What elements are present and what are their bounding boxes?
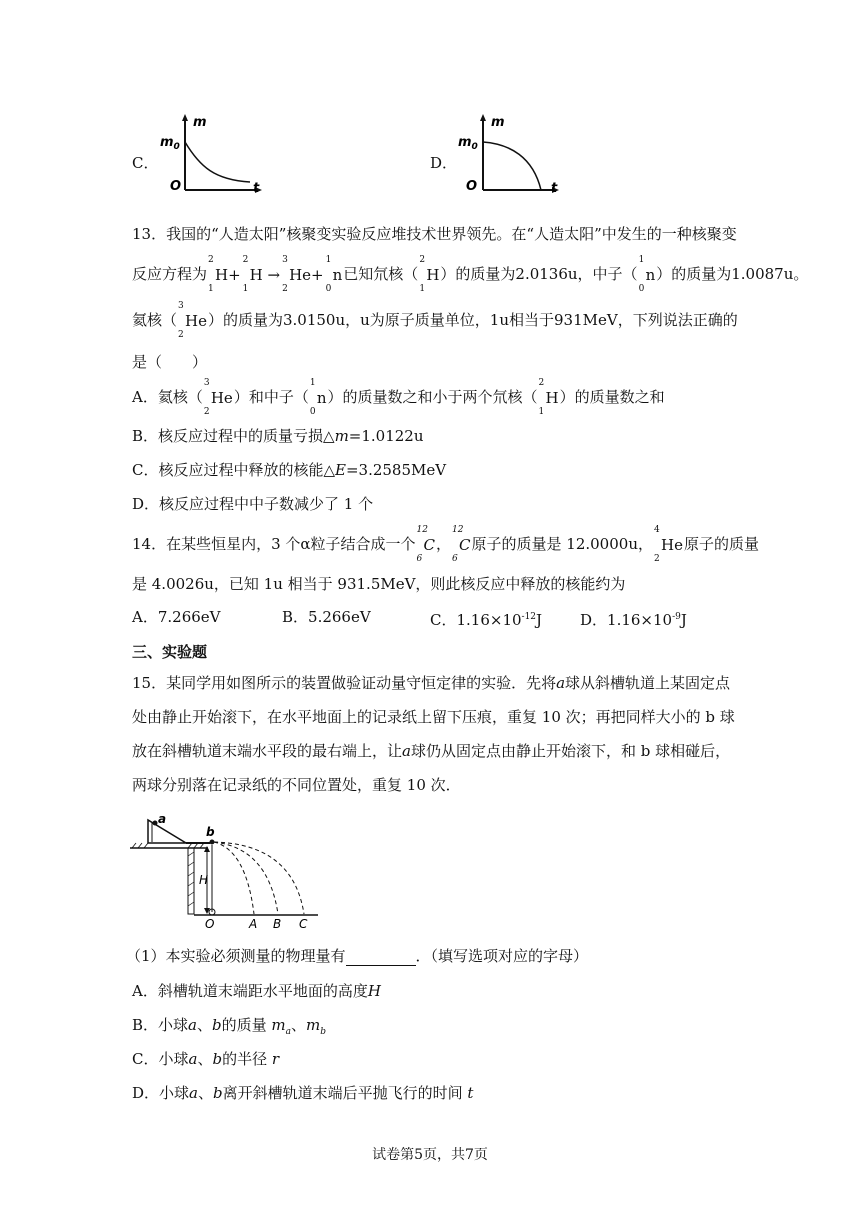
- q15-option-b: B．小球a、b的质量 $m_a$、$m_b$: [132, 1016, 327, 1037]
- q15-line4: 两球分别落在记录纸的不同位置处，重复 10 次．: [132, 776, 461, 794]
- graph-c-decay-curve: [155, 112, 270, 198]
- graph-c-t-axis: t: [253, 181, 260, 196]
- q13-line2: 反应方程为 2 1 H+ 2 1 H → 3 2 He+ 1 0 n已知氘核（ 2 1 H）的质量为2.0136u，中子（ 1 0 n）的质量为1.0087u。: [132, 255, 809, 294]
- apparatus-diagram: [128, 812, 328, 930]
- q14-option-c: C．$1.16\times 10^{-12}J$: [430, 611, 543, 629]
- q15-option-d: D．小球a、b离开斜槽轨道末端后平抛飞行的时间 t: [132, 1084, 474, 1102]
- q14-option-a: A．7.266eV: [132, 608, 221, 626]
- ball-a-label: a: [158, 812, 167, 826]
- q13-option-a: A．氦核（ 3 2 He）和中子（ 1 0 n）的质量数之和小于两个氘核（ 2 1 H）的质量数之和: [132, 378, 665, 417]
- q13-line4: 是（ ）: [132, 353, 208, 371]
- q15-line2: 处由静止开始滚下，在水平地面上的记录纸上留下压痕，重复 10 次；再把同样大小的 b 球: [132, 708, 735, 726]
- q13-option-b: B．核反应过程中的质量亏损△m=1.0122u: [132, 427, 424, 445]
- q14-line1: 14．在某些恒星内，3 个α粒子结合成一个 12 6 C， 12 6 C原子的质量是 12.0000u， 4 2 He原子的质量: [132, 525, 759, 564]
- section-heading: 三、实验题: [132, 643, 208, 661]
- q13-option-c: C．核反应过程中释放的核能△E=3.2585MeV: [132, 461, 447, 479]
- graph-d-curve: [455, 112, 570, 198]
- q14-option-d: D．$1.16\times 10^{-9}J$: [580, 611, 687, 629]
- q13-option-d: D．核反应过程中中子数减少了 1 个: [132, 495, 374, 513]
- nuclide-h2: 2 1 H: [419, 255, 440, 294]
- nuclide-he3: 3 2 He+: [282, 255, 324, 294]
- graph-d-t-axis: t: [551, 181, 558, 196]
- graph-d-m0: $m_0$: [458, 135, 478, 152]
- q14-line2: 是 4.0026u，已知 1u 相当于 931.5MeV，则此核反应中释放的核能约为: [132, 575, 626, 593]
- graph-c-origin: O: [170, 179, 182, 194]
- nuclide-he3: 3 2 He: [178, 301, 207, 340]
- point-c-label: C: [299, 917, 308, 930]
- graph-c-m-axis: m: [193, 115, 207, 130]
- graph-c-m0: $m_0$: [160, 135, 180, 152]
- nuclide-n: 1 0 n: [638, 255, 656, 294]
- nuclide-h2: 2 1 H →: [242, 255, 281, 294]
- height-h-label: H: [199, 873, 209, 887]
- graph-d-origin: O: [466, 179, 478, 194]
- q15-option-c: C．小球a、b的半径 r: [132, 1050, 280, 1068]
- q15-sub1: （1）本实验必须测量的物理量有 ．（填写选项对应的字母）: [126, 947, 589, 965]
- nuclide-n: 1 0 n: [325, 255, 343, 294]
- q13-line3: 氦核（ 3 2 He）的质量为3.0150u，u为原子质量单位，1u相当于931MeV，下列说法正确的: [132, 301, 738, 340]
- q14-option-b: B．5.266eV: [282, 608, 371, 626]
- point-b-label: B: [273, 917, 282, 930]
- ball-b-label: b: [206, 825, 215, 839]
- point-o-label: O: [205, 917, 215, 930]
- option-c-label: C．: [132, 154, 159, 172]
- page-footer: 试卷第5页，共7页: [372, 1147, 488, 1163]
- answer-blank[interactable]: [346, 951, 416, 966]
- point-a-label: A: [249, 917, 258, 930]
- graph-d-m-axis: m: [491, 115, 505, 130]
- q13-line1: 13．我国的“人造太阳”核聚变实验反应堆技术世界领先。在“人造太阳”中发生的一种核聚变: [132, 225, 737, 243]
- nuclide-h2: 2 1 H+: [208, 255, 241, 294]
- q15-line3: 放在斜槽轨道末端水平段的最右端上，让a球仍从固定点由静止开始滚下，和 b 球相碰后，: [132, 742, 731, 760]
- q15-option-a: A．斜槽轨道末端距水平地面的高度H: [132, 982, 381, 1000]
- q15-line1: 15．某同学用如图所示的装置做验证动量守恒定律的实验．先将a球从斜槽轨道上某固定点: [132, 674, 731, 692]
- option-d-label: D．: [430, 154, 458, 172]
